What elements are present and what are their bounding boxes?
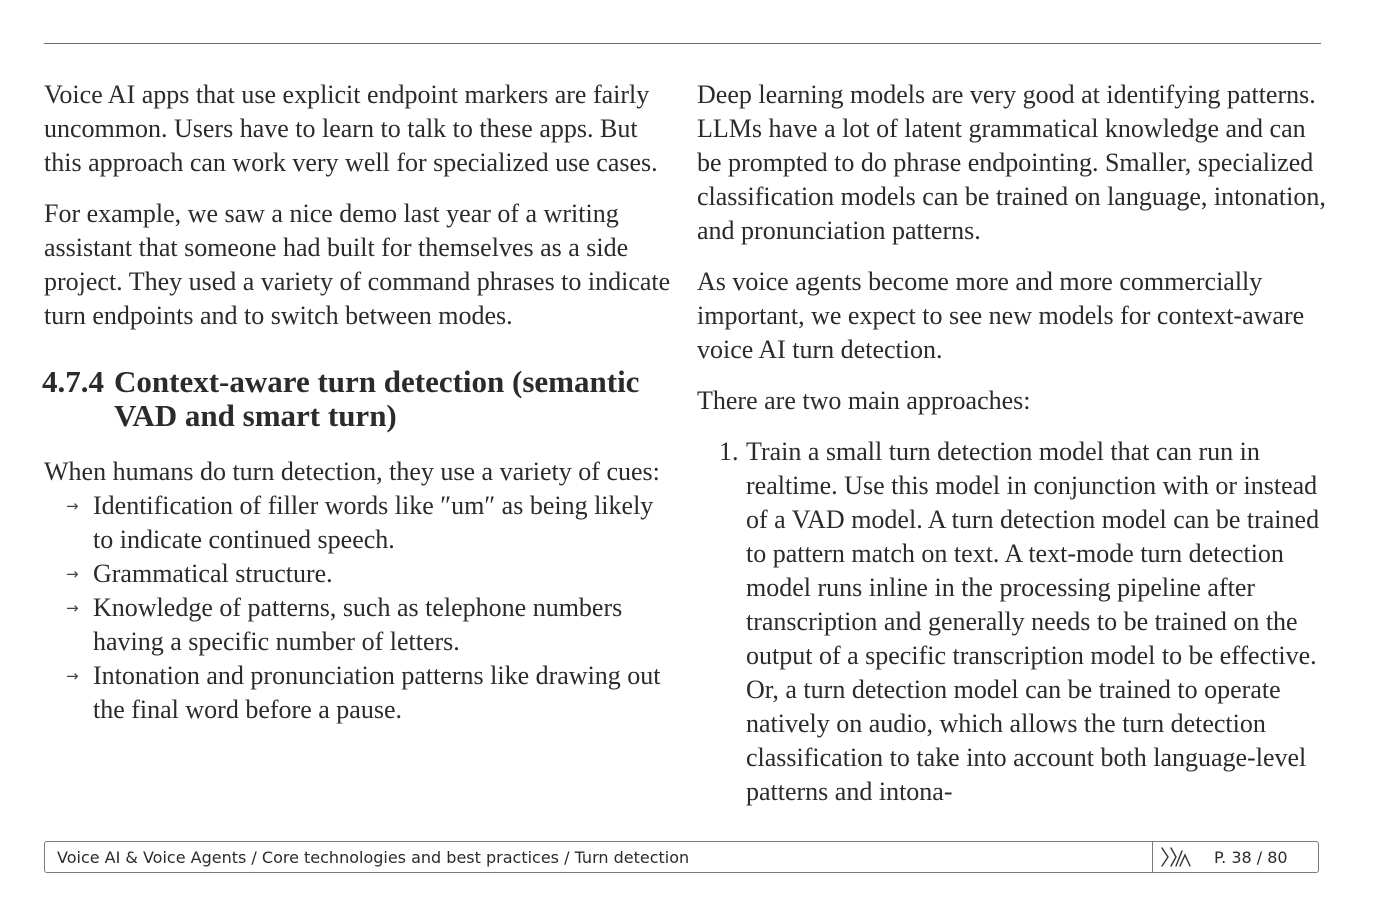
arrow-right-icon: →	[66, 667, 79, 685]
list-item-text: Train a small turn detection model that can run in realtime. Use this model in conjunction with or instead of a VAD model. A turn detection model can be trained to pattern match on text. A text-mode turn detection model runs inline in the processing pipeline after transcription and generally needs to be trained on the output of a specific transcription model to be effective. Or, a turn detection model can be trained to operate natively on audio, which allows the turn detection classification to take into account both language-level patterns and intona-	[746, 437, 1320, 806]
arrow-right-icon: →	[66, 599, 79, 617]
list-item	[66, 591, 672, 659]
list-item	[719, 435, 1327, 809]
cues-lead: When humans do turn detection, they use a variety of cues:	[44, 457, 660, 486]
list-item	[66, 659, 672, 727]
page-footer	[44, 841, 1319, 873]
right-column	[697, 78, 1327, 809]
approaches-list	[697, 435, 1327, 809]
paragraph: There are two main approaches:	[697, 386, 1031, 415]
list-item	[66, 489, 672, 557]
section-heading	[42, 365, 672, 433]
breadcrumb: Voice AI & Voice Agents / Core technologies and best practices / Turn detection	[57, 847, 690, 867]
cues-list	[44, 489, 672, 727]
paragraph: Deep learning models are very good at identifying patterns. LLMs have a lot of latent grammatical knowledge and can be prompted to do phrase endpointing. Smaller, specialized classification models can be trained on language, intonation, and pronunciation patterns.	[697, 80, 1326, 245]
paragraph: As voice agents become more and more commercially important, we expect to see new models for context-aware voice AI turn detection.	[697, 267, 1305, 364]
page-number: P. 38 / 80	[1214, 847, 1288, 867]
paragraph: Voice AI apps that use explicit endpoint markers are fairly uncommon. Users have to learn to talk to these apps. But this approach can work very well for specialized use cases.	[44, 80, 658, 177]
list-item	[66, 557, 672, 591]
section-title: Context-aware turn detection (semantic VAD and smart turn)	[114, 364, 640, 433]
waveform-logo-icon	[1152, 842, 1198, 872]
list-item-text: Grammatical structure.	[93, 559, 333, 588]
left-column	[44, 78, 672, 727]
list-item-text: Knowledge of patterns, such as telephone numbers having a specific number of letters.	[93, 593, 623, 656]
list-item-number: 1.	[719, 437, 739, 466]
section-number: 4.7.4	[42, 364, 104, 399]
arrow-right-icon: →	[66, 497, 79, 515]
list-item-text: Intonation and pronunciation patterns like drawing out the final word before a pause.	[93, 661, 661, 724]
list-item-text: Identification of filler words like ″um″ as being likely to indicate continued speech.	[93, 491, 654, 554]
top-rule	[44, 43, 1321, 44]
arrow-right-icon: →	[66, 565, 79, 583]
paragraph: For example, we saw a nice demo last year of a writing assistant that someone had built for themselves as a side project. They used a variety of command phrases to indicate turn endpoints and to switch between modes.	[44, 199, 671, 330]
